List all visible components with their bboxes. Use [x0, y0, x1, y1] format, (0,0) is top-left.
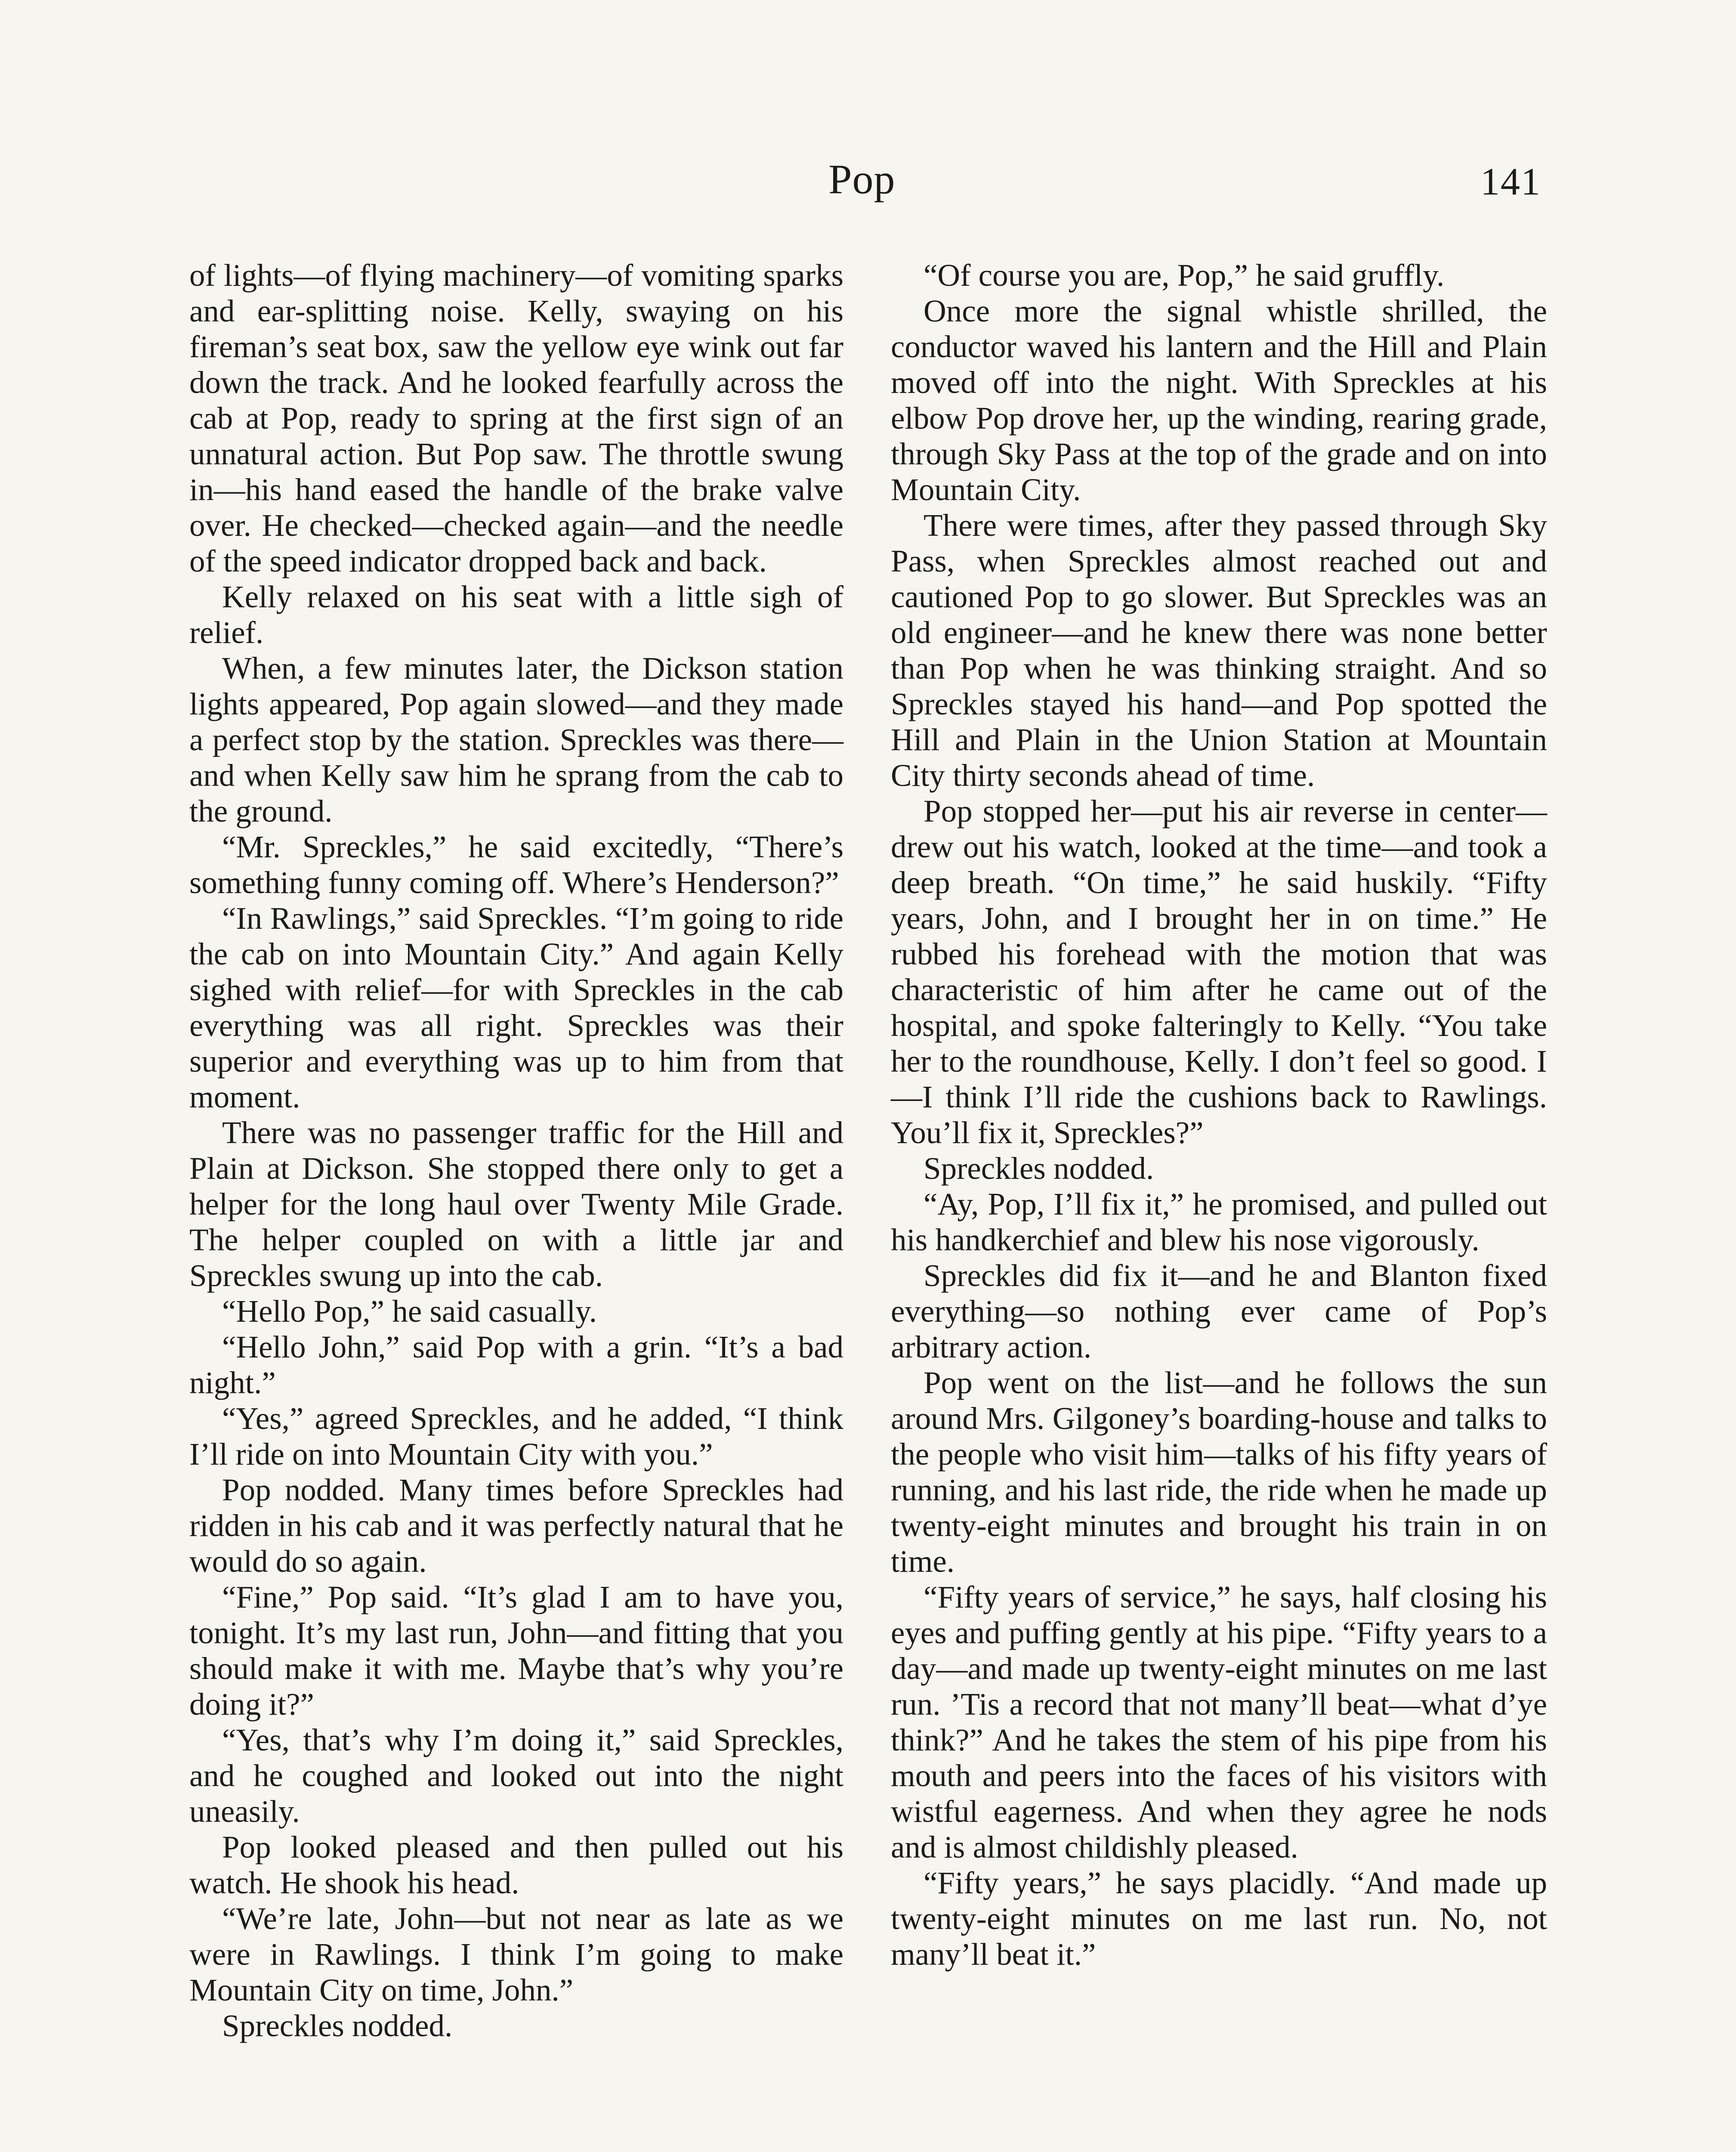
paragraph: There were times, after they passed through Sky Pass, when Spreckles almost reached out and cautioned Pop to go slower. But Spreckles was an old engineer—and he knew there was none better than Pop when he was thinking straight. And so Spreckles stayed his hand—and Pop spotted the Hill and Plain in the Union Station at Mountain City thirty seconds ahead of time.	[891, 508, 1547, 793]
paragraph: “Fine,” Pop said. “It’s glad I am to have you, tonight. It’s my last run, John—and fitting that you should make it with me. Maybe that’s why you’re doing it?”	[189, 1580, 843, 1722]
running-title: Pop	[828, 156, 896, 203]
paragraph: Once more the signal whistle shrilled, the conductor waved his lantern and the Hill and Plain moved off into the night. With Spreckles at his elbow Pop drove her, up the winding, rearing grade, through Sky Pass at the top of the grade and on into Mountain City.	[891, 294, 1547, 507]
paragraph: “Of course you are, Pop,” he said gruffly.	[924, 258, 1445, 293]
paragraph: Spreckles nodded.	[924, 1151, 1154, 1186]
paragraph: “Ay, Pop, I’ll fix it,” he promised, and pulled out his handkerchief and blew his nose vigorously.	[891, 1187, 1547, 1257]
paragraph: When, a few minutes later, the Dickson station lights appeared, Pop again slowed—and they made a perfect stop by the station. Spreckles was there—and when Kelly saw him he sprang from the cab to the ground.	[189, 651, 843, 829]
paragraph: “Hello Pop,” he said casually.	[222, 1294, 597, 1329]
paragraph: There was no passenger traffic for the Hill and Plain at Dickson. She stopped there only to get a helper for the long haul over Twenty Mile Grade. The helper coupled on with a little jar and Spreckles swung up into the cab.	[189, 1115, 843, 1293]
paragraph: “Mr. Spreckles,” he said excitedly, “There’s something funny coming off. Where’s Henderson?”	[189, 829, 843, 900]
paragraph: of lights—of flying machinery—of vomiting sparks and ear-splitting noise. Kelly, swaying on his fireman’s seat box, saw the yellow eye wink out far down the track. And he looked fearfully across the cab at Pop, ready to spring at the first sign of an unnatural action. But Pop saw. The throttle swung in—his hand eased the handle of the brake valve over. He checked—checked again—and the needle of the speed indicator dropped back and back.	[189, 258, 843, 578]
paragraph: Spreckles did fix it—and he and Blanton fixed everything—so nothing ever came of Pop’s arbitrary action.	[891, 1258, 1547, 1364]
paragraph: Pop nodded. Many times before Spreckles had ridden in his cab and it was perfectly natural that he would do so again.	[189, 1472, 843, 1579]
paragraph: Kelly relaxed on his seat with a little sigh of relief.	[189, 579, 843, 650]
paragraph: “Hello John,” said Pop with a grin. “It’s a bad night.”	[189, 1330, 843, 1400]
paragraph: Pop went on the list—and he follows the sun around Mrs. Gilgoney’s boarding-house and talks to the people who visit him—talks of his fifty years of running, and his last ride, the ride when he made up twenty-eight minutes and brought his train in on time.	[891, 1365, 1547, 1579]
page-number: 141	[1480, 161, 1541, 203]
paragraph: Pop looked pleased and then pulled out his watch. He shook his head.	[189, 1830, 843, 1900]
paragraph: “Yes, that’s why I’m doing it,” said Spreckles, and he coughed and looked out into the night uneasily.	[189, 1722, 843, 1829]
paragraph: “Yes,” agreed Spreckles, and he added, “I think I’ll ride on into Mountain City with you.”	[189, 1401, 843, 1472]
left-column	[189, 257, 843, 2044]
paragraph: Spreckles nodded.	[222, 2008, 453, 2043]
paragraph: Pop stopped her—put his air reverse in center—drew out his watch, looked at the time—and took a deep breath. “On time,” he said huskily. “Fifty years, John, and I brought her in on time.” He rubbed his forehead with the motion that was characteristic of him after he came out of the hospital, and spoke falteringly to Kelly. “You take her to the roundhouse, Kelly. I don’t feel so good. I—I think I’ll ride the cushions back to Rawlings. You’ll fix it, Spreckles?”	[891, 794, 1547, 1150]
right-column	[891, 257, 1547, 1972]
paragraph: “We’re late, John—but not near as late as we were in Rawlings. I think I’m going to make Mountain City on time, John.”	[189, 1901, 843, 2007]
paragraph: “Fifty years of service,” he says, half closing his eyes and puffing gently at his pipe. “Fifty years to a day—and made up twenty-eight minutes on me last run. ’Tis a record that not many’ll beat—what d’ye think?” And he takes the stem of his pipe from his mouth and peers into the faces of his visitors with wistful eagerness. And when they agree he nods and is almost childishly pleased.	[891, 1580, 1547, 1864]
paragraph: “Fifty years,” he says placidly. “And made up twenty-eight minutes on me last run. No, not many’ll beat it.”	[891, 1865, 1547, 1972]
paragraph: “In Rawlings,” said Spreckles. “I’m going to ride the cab on into Mountain City.” And again Kelly sighed with relief—for with Spreckles in the cab everything was all right. Spreckles was their superior and everything was up to him from that moment.	[189, 901, 843, 1114]
